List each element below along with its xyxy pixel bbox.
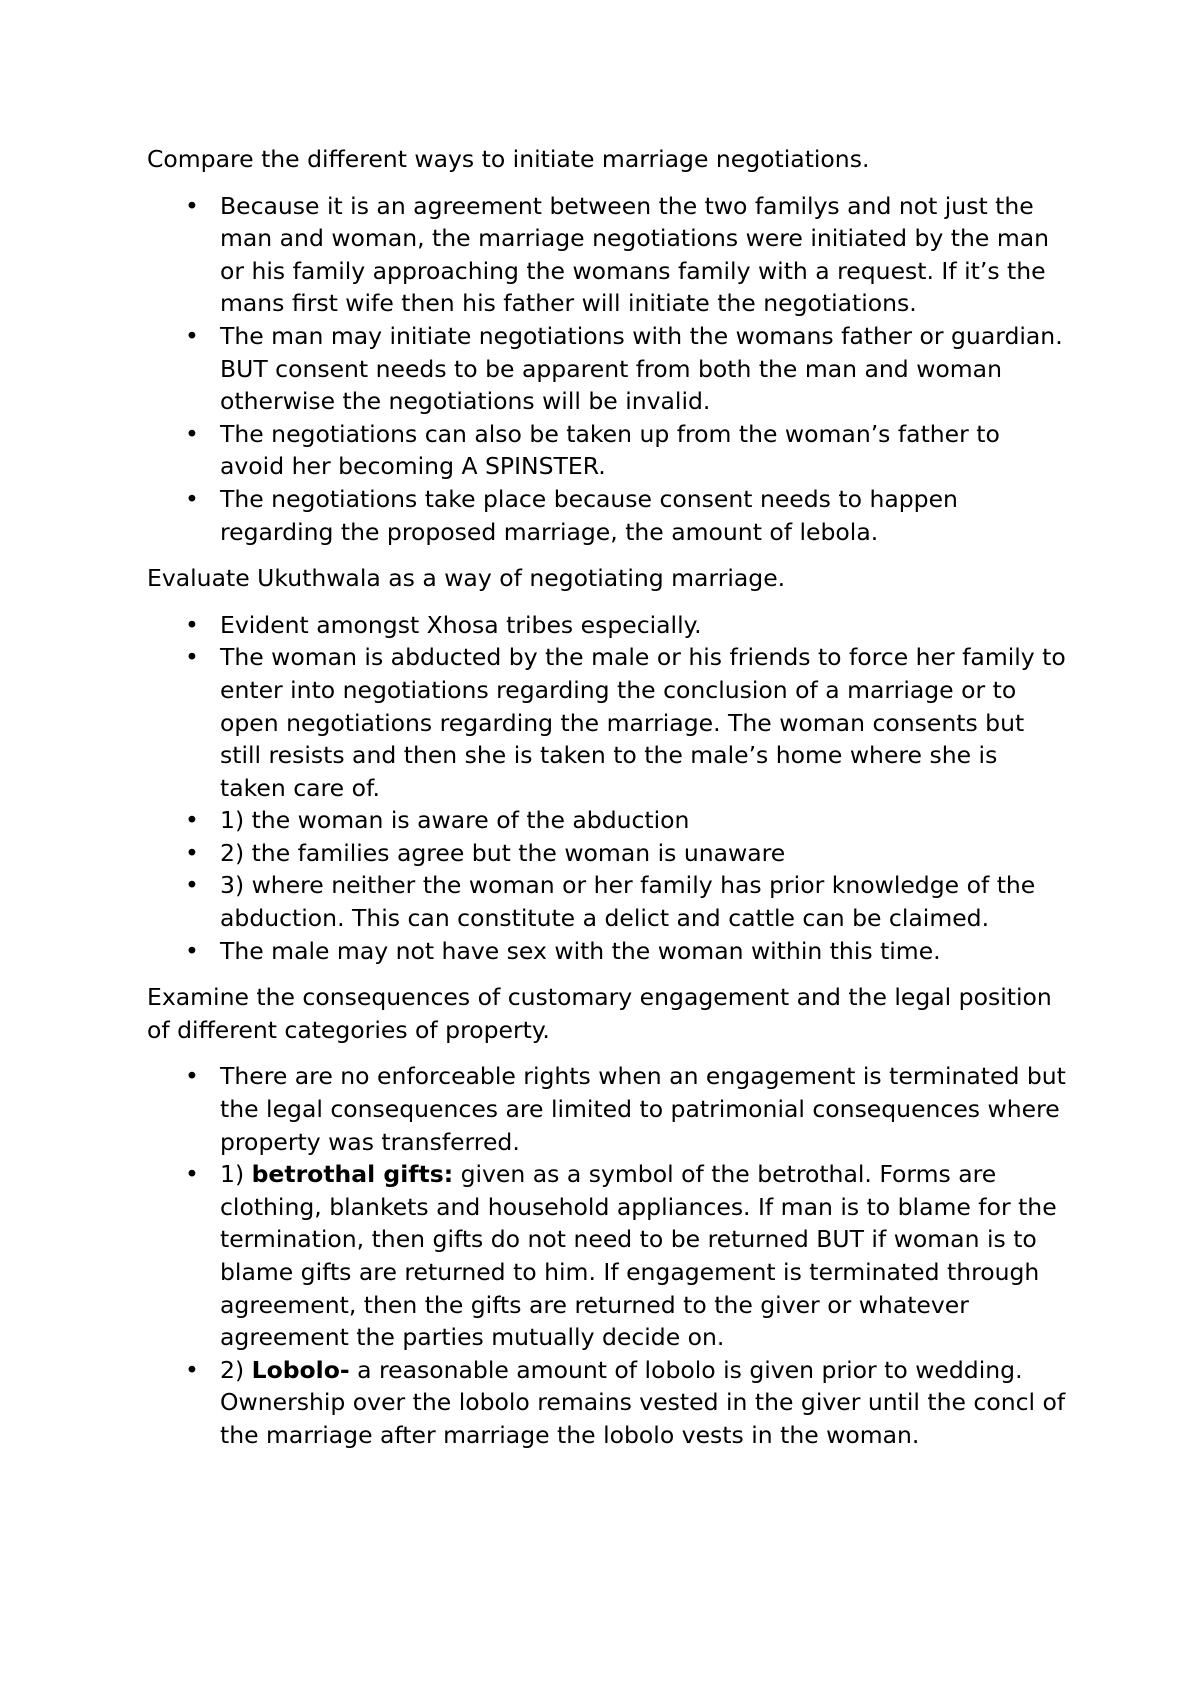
list-item-text: The negotiations can also be taken up from the woman’s father to avoid her becoming A SPINSTER. (220, 419, 1000, 481)
list-item-text: 1) the woman is aware of the abduction (220, 806, 690, 835)
section-heading-customary-engagement: Examine the consequences of customary engagement and the legal position of different categories of property. (147, 983, 1052, 1044)
bullet-icon: • (185, 321, 199, 350)
bullet-icon: • (185, 871, 199, 900)
list-item-text: There are no enforceable rights when an engagement is terminated but the legal consequences are limited to patrimonial consequences where property was transferred. (220, 1062, 1066, 1156)
list-item (147, 609, 1067, 642)
list-item (147, 320, 1067, 418)
list-item (147, 837, 1067, 870)
list-item (147, 869, 1067, 934)
bullet-icon: • (185, 936, 199, 965)
list-item-text: Evident amongst Xhosa tribes especially. (220, 610, 702, 639)
bullet-icon: • (185, 1355, 199, 1384)
list-item-text: The negotiations take place because consent needs to happen regarding the proposed marriage, the amount of lebola. (220, 484, 958, 546)
bullet-icon: • (185, 643, 199, 672)
bullet-icon: • (185, 610, 199, 639)
list-item-text: Because it is an agreement between the two familys and not just the man and woman, the marriage negotiations were initiated by the man or his family approaching the womans family with a request. If it’s the mans first wife then his father will initiate the negotiations. (220, 191, 1050, 318)
list-item-text: 3) where neither the woman or her family has prior knowledge of the abduction. This can constitute a delict and cattle can be claimed. (220, 871, 1036, 933)
term-betrothal-gifts: betrothal gifts: (251, 1160, 454, 1189)
bullet-icon: • (185, 1160, 199, 1189)
section-heading-ukuthwala: Evaluate Ukuthwala as a way of negotiating marriage. (147, 564, 786, 593)
bullet-icon: • (185, 1062, 199, 1091)
list-item-text: The woman is abducted by the male or his friends to force her family to enter into negotiations regarding the conclusion of a marriage or to open negotiations regarding the marriage. The woman consents but still resists and then she is taken to the male’s home where she is taken care of. (220, 643, 1066, 802)
bullet-icon: • (185, 191, 199, 220)
list-item (147, 935, 1067, 968)
bullet-icon: • (185, 419, 199, 448)
term-lobolo: Lobolo- (251, 1355, 350, 1384)
list-item (147, 1158, 1067, 1354)
list-item (147, 1354, 1067, 1452)
list-item (147, 418, 1067, 483)
document-page (147, 143, 1067, 1452)
list-item (147, 1060, 1067, 1158)
bullet-icon: • (185, 806, 199, 835)
bullet-icon: • (185, 484, 199, 513)
section-heading-initiate-negotiations: Compare the different ways to initiate marriage negotiations. (147, 145, 870, 173)
list-item (147, 641, 1067, 804)
list-item-text: given as a symbol of the betrothal. Forms are clothing, blankets and household appliances. If man is to blame for the termination, then gifts do not need to be returned BUT if woman is to blame gifts are returned to him. If engagement is terminated through agreement, then the gifts are returned to the giver or whatever agreement the parties mutually decide on. (220, 1160, 1057, 1352)
list-item-text: 2) the families agree but the woman is unaware (220, 838, 786, 867)
list-item-text: The man may initiate negotiations with the womans father or guardian. BUT consent needs to be apparent from both the man and woman otherwise the negotiations will be invalid. (220, 321, 1063, 416)
list-item (147, 483, 1067, 548)
bullet-list-initiate-negotiations (147, 190, 1067, 549)
list-item-prefix: 1) (220, 1160, 252, 1189)
list-item (147, 190, 1067, 320)
list-item (147, 804, 1067, 837)
list-item-prefix: 2) (220, 1355, 252, 1384)
list-item-text: a reasonable amount of lobolo is given prior to wedding. Ownership over the lobolo remains vested in the giver until the concl of the marriage after marriage the lobolo vests in the woman. (220, 1355, 1066, 1449)
list-item-text: The male may not have sex with the woman within this time. (220, 936, 941, 965)
bullet-list-customary-engagement (147, 1060, 1067, 1451)
bullet-list-ukuthwala (147, 609, 1067, 968)
bullet-icon: • (185, 838, 199, 867)
